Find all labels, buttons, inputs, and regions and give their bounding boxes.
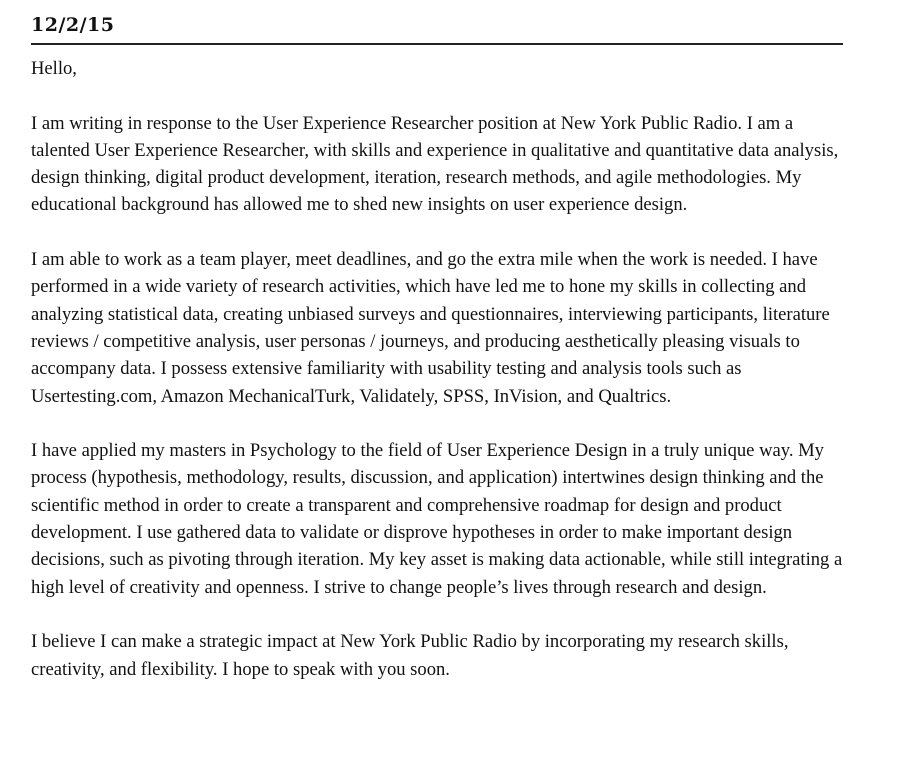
- cover-letter-page: [31, 0, 843, 710]
- paragraph-intro: I am writing in response to the User Experience Researcher position at New York Public Radio. I am a talented User Experience Researcher, with skills and experience in qualitative and quantitative data analysis, design thinking, digital product development, iteration, research methods, and agile methodologies. My educational background has allowed me to shed new insights on user experience design.: [31, 112, 839, 216]
- letter-body: [31, 55, 843, 683]
- paragraph-process: I have applied my masters in Psychology to the field of User Experience Design in a truly unique way. My process (hypothesis, methodology, results, discussion, and application) intertwines design thinking and the scientific method in order to create a transparent and comprehensive roadmap for design and product development. I use gathered data to validate or disprove hypotheses in order to make important design decisions, such as pivoting through iteration. My key asset is making data actionable, while still integrating a high level of creativity and openness. I strive to change people’s lives through research and design.: [31, 440, 843, 598]
- date-heading: 12/2/15: [31, 14, 115, 36]
- paragraph-closing: I believe I can make a strategic impact at New York Public Radio by incorporating my research skills, creativity, and flexibility. I hope to speak with you soon.: [31, 631, 789, 680]
- paragraph-skills: I am able to work as a team player, meet deadlines, and go the extra mile when the work is needed. I have performed in a wide variety of research activities, which have led me to hone my skills in collecting and analyzing statistical data, creating unbiased surveys and questionnaires, interviewing participants, literature reviews / competitive analysis, user personas / journeys, and producing aesthetically pleasing visuals to accompany data. I possess extensive familiarity with usability testing and analysis tools such as Usertesting.com, Amazon MechanicalTurk, Validately, SPSS, InVision, and Qualtrics.: [31, 249, 830, 407]
- horizontal-rule: [31, 43, 843, 45]
- greeting: Hello,: [31, 58, 77, 79]
